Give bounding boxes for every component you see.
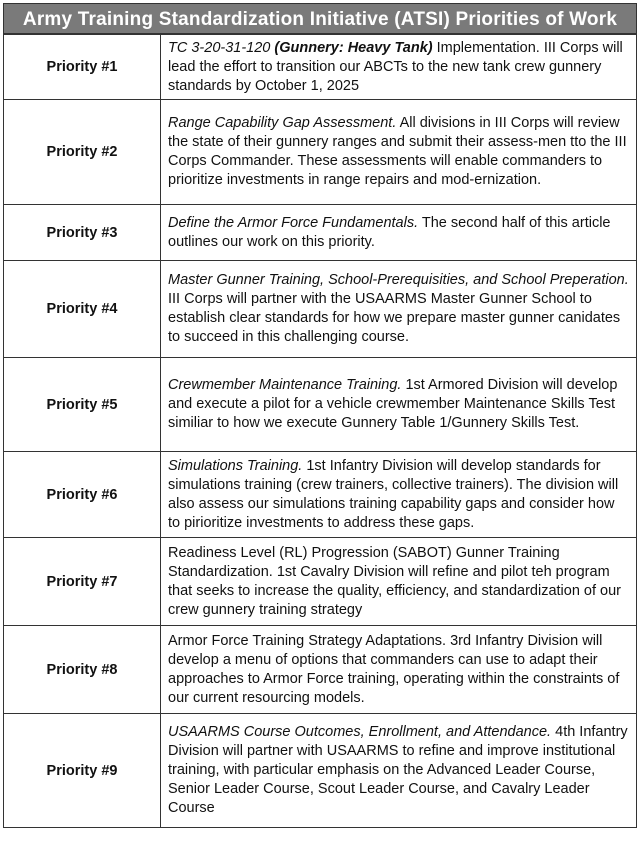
priority-text: All divisions in III Corps will review the state of their gunnery ranges and submit their assess-men tto the III Corps Commander. These assessments will enable commanders to prioritize investments in range repairs and mod-ernization. bbox=[168, 115, 627, 188]
priority-description bbox=[161, 452, 637, 538]
priority-label: Priority #6 bbox=[4, 452, 161, 538]
table-row bbox=[4, 538, 637, 626]
priority-text: 4th Infantry Division will partner with USAARMS to refine and improve institutional training, with particular emphasis on the Advanced Leader Course, Senior Leader Course, Scout Leader Course, and Cavalry Leader Course bbox=[168, 724, 628, 816]
table-row bbox=[4, 358, 637, 452]
priority-text: The second half of this article outlines our work on this priority. bbox=[168, 214, 611, 250]
table-row bbox=[4, 626, 637, 714]
priority-lead: Define the Armor Force Fundamentals. bbox=[168, 214, 419, 231]
priority-text: 1st Armored Division will develop and execute a pilot for a vehicle crewmember Maintenance Skills Test similiar to how we execute Gunnery Table 1/Gunnery Skills Test. bbox=[168, 377, 618, 431]
priority-description bbox=[161, 205, 637, 261]
priorities-table-container bbox=[3, 3, 637, 828]
priority-description bbox=[161, 261, 637, 358]
priority-lead: USAARMS Course Outcomes, Enrollment, and Attendance. bbox=[168, 724, 552, 740]
priority-text: Implementation. III Corps will lead the effort to transition our ABCTs to the new tank crew gunnery standards by October 1, 2025 bbox=[168, 39, 623, 94]
table-row bbox=[4, 205, 637, 261]
priority-lead: Simulations Training. bbox=[168, 457, 303, 474]
priority-description bbox=[161, 714, 637, 828]
table-row bbox=[4, 35, 637, 100]
table-row bbox=[4, 452, 637, 538]
priority-label: Priority #2 bbox=[4, 100, 161, 205]
priority-label: Priority #1 bbox=[4, 35, 161, 100]
priority-lead: Master Gunner Training, School-Prerequisities, and School Preperation. bbox=[168, 272, 629, 288]
priority-description bbox=[161, 100, 637, 205]
priority-text: Armor Force Training Strategy Adaptations. 3rd Infantry Division will develop a menu of options that commanders can use to adapt their approaches to Armor Force training, operating within the constraints of our current resourcing models. bbox=[168, 632, 620, 706]
table-row bbox=[4, 100, 637, 205]
priority-description bbox=[161, 538, 637, 626]
priority-label: Priority #4 bbox=[4, 261, 161, 358]
priority-lead: Crewmember Maintenance Training. bbox=[168, 377, 402, 393]
priority-label: Priority #9 bbox=[4, 714, 161, 828]
table-title: Army Training Standardization Initiative (ATSI) Priorities of Work bbox=[3, 3, 637, 34]
priority-label: Priority #7 bbox=[4, 538, 161, 626]
priority-text: III Corps will partner with the USAARMS Master Gunner School to establish clear standards for how we prepare master gunner canidates to succeed in this challenging course. bbox=[168, 291, 621, 345]
priority-lead: TC 3-20-31-120 bbox=[168, 39, 271, 56]
priority-description bbox=[161, 358, 637, 452]
priority-label: Priority #8 bbox=[4, 626, 161, 714]
priorities-table bbox=[3, 34, 637, 828]
table-row bbox=[4, 714, 637, 828]
priority-text: Readiness Level (RL) Progression (SABOT) Gunner Training Standardization. 1st Cavalry Division will refine and pilot teh program that seeks to increase the quality, efficiency, and standardization of our crew gunnery training strategy bbox=[168, 544, 621, 618]
priority-label: Priority #3 bbox=[4, 205, 161, 261]
priority-label: Priority #5 bbox=[4, 358, 161, 452]
priority-lead: Range Capability Gap Assessment. bbox=[168, 115, 397, 131]
priority-text: 1st Infantry Division will develop standards for simulations training (crew trainers, collective trainers). The division will also assess our simulations training capability gaps and consider how to pirioritize investments to address these gaps. bbox=[168, 457, 619, 531]
priority-description bbox=[161, 626, 637, 714]
table-row bbox=[4, 261, 637, 358]
priority-description bbox=[161, 35, 637, 100]
priority-bold: (Gunnery: Heavy Tank) bbox=[274, 39, 433, 56]
